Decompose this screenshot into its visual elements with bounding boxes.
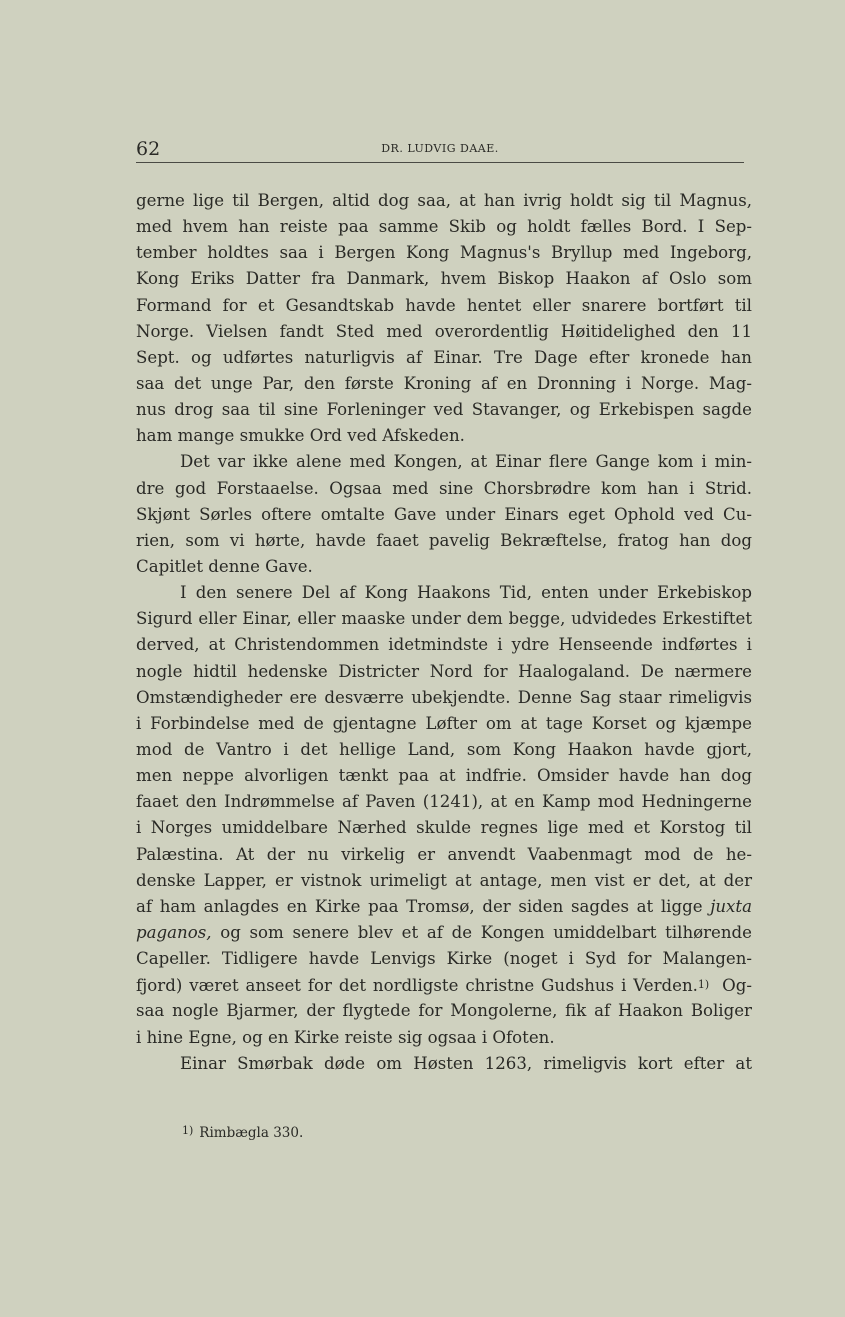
text-line: i Norges umiddelbare Nærhed skulde regnes lige med et Korstog til — [136, 818, 752, 838]
text-segment: af ham anlagdes en Kirke paa Tromsø, der siden sagdes at ligge — [136, 896, 703, 916]
text-line: nogle hidtil hedenske Districter Nord for Haalogaland. De nærmere — [136, 661, 752, 681]
text-line: Capitlet denne Gave. — [136, 556, 313, 576]
text-line: med hvem han reiste paa samme Skib og holdt fælles Bord. I Sep- — [136, 217, 752, 237]
italic-text: juxta — [710, 896, 752, 916]
text-line: derved, at Christendommen idetmindste i ydre Henseende indførtes i — [136, 635, 752, 655]
text-line: i hine Egne, og en Kirke reiste sig ogsaa i Ofoten. — [136, 1027, 555, 1047]
footnote — [182, 1124, 303, 1141]
text-line: mod de Vantro i det hellige Land, som Kong Haakon havde gjort, — [136, 739, 752, 759]
footnote-mark: 1) — [182, 1124, 194, 1137]
text-segment: fjord) været anseet for det nordligste christne Gudshus i Verden. — [136, 976, 698, 996]
text-line: Norge. Vielsen fandt Sted med overordentlig Høitidelighed den 11 — [136, 321, 752, 341]
text-line: Einar Smørbak døde om Høsten 1263, rimeligvis kort efter at — [180, 1053, 752, 1073]
text-line: men neppe alvorligen tænkt paa at indfrie. Omsider havde han dog — [136, 766, 752, 786]
body-text — [136, 188, 752, 1077]
text-segment: og som senere blev et af de Kongen umiddelbart tilhørende — [220, 922, 752, 942]
text-line — [136, 894, 752, 920]
text-line: Capeller. Tidligere havde Lenvigs Kirke (noget i Syd for Malangen- — [136, 949, 752, 969]
footnote-reference: 1) — [697, 978, 710, 992]
footnote-text: Rimbægla 330. — [199, 1125, 304, 1141]
text-line — [136, 920, 752, 946]
text-line: Det var ikke alene med Kongen, at Einar flere Gange kom i min- — [180, 452, 752, 472]
text-line: gerne lige til Bergen, altid dog saa, at han ivrig holdt sig til Magnus, — [136, 191, 752, 210]
text-line: Kong Eriks Datter fra Danmark, hvem Biskop Haakon af Oslo som — [136, 269, 752, 289]
text-line: Sigurd eller Einar, eller maaske under dem begge, udvidedes Erkestiftet — [136, 609, 752, 629]
text-line: i Forbindelse med de gjentagne Løfter om at tage Korset og kjæmpe — [136, 713, 752, 733]
text-line: denske Lapper, er vistnok urimeligt at antage, men vist er det, at der — [136, 870, 752, 890]
text-line: saa nogle Bjarmer, der flygtede for Mongolerne, fik af Haakon Boliger — [136, 1001, 752, 1021]
page-number: 62 — [136, 138, 161, 160]
page-header — [136, 136, 744, 163]
text-line: tember holdtes saa i Bergen Kong Magnus's Bryllup med Ingeborg, — [136, 243, 752, 263]
text-line: Palæstina. At der nu virkelig er anvendt Vaabenmagt mod de he- — [136, 844, 752, 864]
text-line: Omstændigheder ere desværre ubekjendte. Denne Sag staar rimeligvis — [136, 687, 752, 707]
text-segment: Og- — [722, 976, 752, 996]
text-line: saa det unge Par, den første Kroning af en Dronning i Norge. Mag- — [136, 373, 752, 393]
text-line: nus drog saa til sine Forleninger ved Stavanger, og Erkebispen sagde — [136, 400, 752, 420]
text-line — [136, 972, 752, 998]
text-line: Sept. og udførtes naturligvis af Einar. Tre Dage efter kronede han — [136, 347, 752, 367]
italic-text: paganos, — [136, 922, 212, 942]
text-line: Skjønt Sørles oftere omtalte Gave under Einars eget Ophold ved Cu- — [136, 504, 752, 524]
text-line: Formand for et Gesandtskab havde hentet eller snarere bortført til — [136, 295, 752, 315]
running-head: DR. LUDVIG DAAE. — [381, 142, 499, 155]
text-line: rien, som vi hørte, havde faaet pavelig Bekræftelse, fratog han dog — [136, 530, 752, 550]
text-line: I den senere Del af Kong Haakons Tid, enten under Erkebiskop — [180, 583, 752, 603]
text-line: faaet den Indrømmelse af Paven (1241), at en Kamp mod Hedningerne — [136, 792, 752, 812]
text-line: dre god Forstaaelse. Ogsaa med sine Chorsbrødre kom han i Strid. — [136, 478, 752, 498]
text-line: ham mange smukke Ord ved Afskeden. — [136, 426, 465, 446]
